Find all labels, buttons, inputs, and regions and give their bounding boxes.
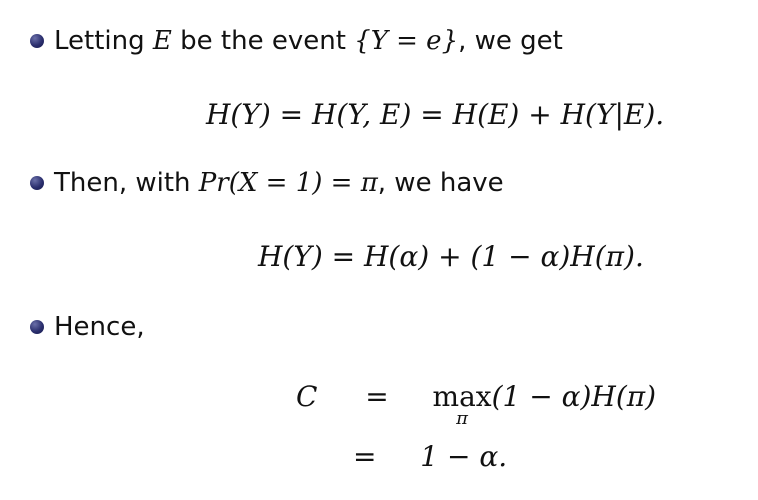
max-op-text: max [432,380,492,413]
bullet-1-word: Letting [54,26,145,56]
bullet-1-mid: be the event [180,26,346,56]
bullet-item-1 [0,26,563,56]
eq3-rel-2: = [353,440,377,473]
max-op-subscript: π [456,408,468,429]
bullet-dot-icon [30,34,44,48]
eq3-rel-1: = [365,380,389,413]
equation-3-row-2 [353,440,507,473]
equation-2: H(Y) = H(α) + (1 − α)H(π). [258,240,644,273]
bullet-2-lead: Then, with [54,168,191,198]
math-var-e: E [152,26,172,56]
equation-1: H(Y) = H(Y, E) = H(E) + H(Y|E). [206,98,665,131]
bullet-item-2 [0,168,504,198]
bullet-text-1 [54,26,563,56]
math-prob-expr: Pr(X = 1) = π [198,168,378,198]
eq3-lhs: C [296,380,318,413]
bullet-dot-icon [30,320,44,334]
bullet-text-2 [54,168,504,198]
math-set-expr: {Y = e} [354,26,459,56]
bullet-text-3: Hence, [54,312,145,342]
equation-3-row-1 [296,380,657,429]
bullet-1-tail: , we get [458,26,563,56]
bullet-2-tail: , we have [377,168,504,198]
max-operator [432,380,492,429]
bullet-dot-icon [30,176,44,190]
eq3-rhs-2: 1 − α. [420,440,508,473]
eq3-rhs-1: (1 − α)H(π) [491,380,657,413]
bullet-item-3 [0,312,145,342]
